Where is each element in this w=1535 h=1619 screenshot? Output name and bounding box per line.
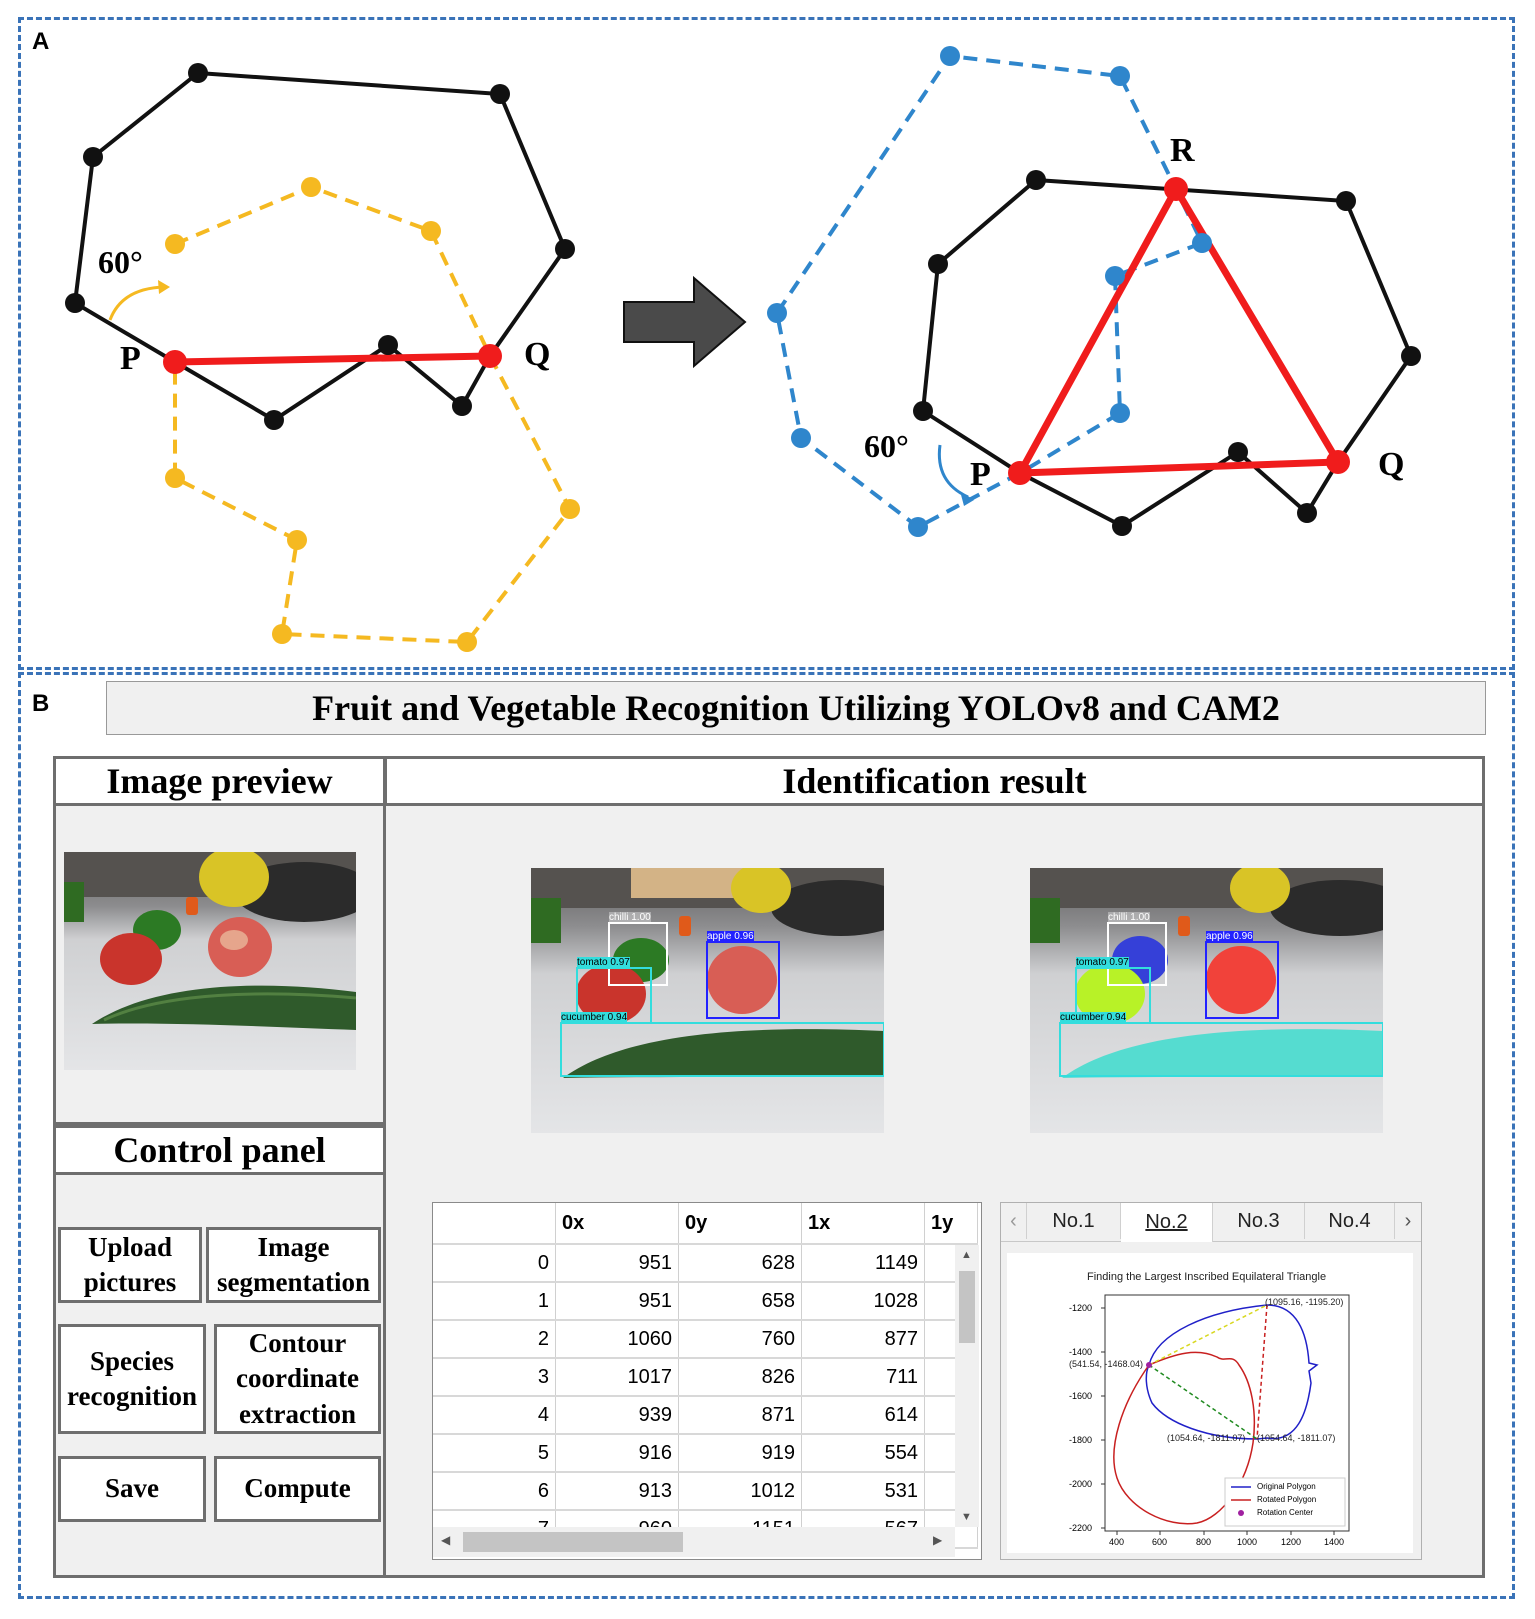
contour-extraction-button[interactable]: Contour coordinate extraction [214,1324,381,1434]
right-angle-label: 60° [864,428,909,464]
scroll-left-icon[interactable]: ◀ [441,1533,451,1547]
scroll-down-icon[interactable]: ▼ [961,1511,972,1523]
x-tick-label: 1000 [1237,1537,1258,1547]
left-original-polygon [75,73,565,420]
panel-a-diagram [20,20,1510,668]
seg-apple-label: apple 0.96 [1206,931,1253,942]
col-header-0x: 0x [556,1203,679,1244]
scroll-right-icon[interactable]: ▶ [933,1533,943,1547]
right-point-q-label: Q [1378,446,1405,483]
table-row[interactable]: 4 939 871 614 [433,1396,978,1434]
y-tick-label: -1800 [1069,1435,1093,1445]
save-button[interactable]: Save [58,1456,206,1522]
panel-a-label: A [32,28,50,55]
legend-center: Rotation Center [1257,1508,1314,1517]
legend-rotated: Rotated Polygon [1257,1495,1317,1504]
y-tick-label: -1600 [1069,1391,1093,1401]
transform-arrow [624,278,745,366]
seg-cucumber-label: cucumber 0.94 [1060,1012,1127,1023]
table-row[interactable]: 1 951 658 1028 [433,1282,978,1320]
table-vertical-scrollbar[interactable] [955,1245,979,1527]
x-tick-label: 1400 [1324,1537,1345,1547]
point-q1-annotation: (1054.64, -1811.07) [1167,1433,1246,1443]
point-p-annotation: (541.54, -1468.04) [1069,1359,1144,1369]
legend-original: Original Polygon [1257,1482,1316,1491]
image-preview-header: Image preview [53,756,386,806]
species-recognition-button[interactable]: Species recognition [58,1324,206,1434]
point-r-annotation: (1095.16, -1195.20) [1265,1297,1344,1307]
x-tick-label: 1200 [1281,1537,1302,1547]
y-tick-label: -2200 [1069,1523,1093,1533]
table-row[interactable]: 0 951 628 1149 [433,1244,978,1282]
right-rotation-arc [939,445,968,497]
left-point-q-label: Q [524,336,551,373]
plot-canvas [1007,1253,1413,1553]
x-tick-label: 600 [1152,1537,1168,1547]
identification-result-header: Identification result [384,756,1485,806]
segmentation-result-photo [1030,868,1383,1133]
left-point-p-label: P [120,340,141,377]
apple-label: apple 0.96 [707,931,754,942]
compute-button[interactable]: Compute [214,1456,381,1522]
x-tick-label: 800 [1196,1537,1212,1547]
coordinate-table[interactable] [432,1202,982,1560]
col-header-index [433,1203,556,1244]
table-row[interactable]: 5 916 919 554 [433,1434,978,1472]
table-horizontal-scrollbar[interactable] [433,1527,955,1557]
point-q2-annotation: (1054.64, -1811.07) [1257,1433,1336,1443]
scroll-up-icon[interactable]: ▲ [961,1249,972,1261]
tomato-label: tomato 0.97 [577,957,630,968]
panel-b-label: B [32,690,50,717]
table-hscroll-thumb[interactable] [463,1532,683,1552]
preview-photo [64,852,356,1070]
left-rotation-arc [110,287,165,320]
right-point-r-label: R [1170,132,1195,169]
plot-title: Finding the Largest Inscribed Equilateral Triangle [1087,1271,1327,1283]
coordinate-table-grid [433,1203,978,1549]
upload-pictures-button[interactable]: Upload pictures [58,1227,202,1303]
table-row[interactable]: 3 1017 826 711 [433,1358,978,1396]
tab-bar [1001,1203,1421,1242]
plot-tab-widget [1000,1202,1422,1560]
chilli-label: chilli 1.00 [609,912,651,923]
image-segmentation-button[interactable]: Image segmentation [206,1227,381,1303]
seg-tomato-label: tomato 0.97 [1076,957,1129,968]
right-equilateral-triangle [1020,189,1338,473]
cucumber-label: cucumber 0.94 [561,1012,628,1023]
tab-scroll-left-icon[interactable]: ‹ [1001,1203,1027,1239]
app-title: Fruit and Vegetable Recognition Utilizing YOLOv8 and CAM2 [312,688,1280,728]
table-row[interactable]: 6 913 1012 531 [433,1472,978,1510]
tab-scroll-right-icon[interactable]: › [1404,1209,1412,1232]
right-original-polygon [923,180,1411,526]
tab-no1[interactable]: No.1 [1027,1203,1121,1239]
y-tick-label: -2000 [1069,1479,1093,1489]
plot-svg [1007,1253,1413,1553]
detection-result-photo [531,868,884,1133]
col-header-1y: 1y [925,1203,978,1244]
control-panel-header: Control panel [53,1125,386,1175]
app-title-bar [106,681,1486,735]
y-tick-label: -1400 [1069,1347,1093,1357]
left-rotated-polygon [175,187,570,642]
x-tick-label: 400 [1109,1537,1125,1547]
tab-no4[interactable]: No.4 [1305,1203,1395,1239]
right-point-p-label: P [970,456,991,493]
seg-chilli-label: chilli 1.00 [1108,912,1150,923]
table-row[interactable]: 2 1060 760 877 [433,1320,978,1358]
tab-no3[interactable]: No.3 [1213,1203,1305,1239]
table-header-row [433,1203,978,1244]
tab-no2[interactable]: No.2 [1121,1203,1213,1242]
left-angle-label: 60° [98,244,143,280]
col-header-1x: 1x [802,1203,925,1244]
table-vscroll-thumb[interactable] [959,1271,975,1343]
y-tick-label: -1200 [1069,1303,1093,1313]
original-polygon-line [1146,1305,1317,1439]
col-header-0y: 0y [679,1203,802,1244]
left-segment-pq [175,356,490,362]
